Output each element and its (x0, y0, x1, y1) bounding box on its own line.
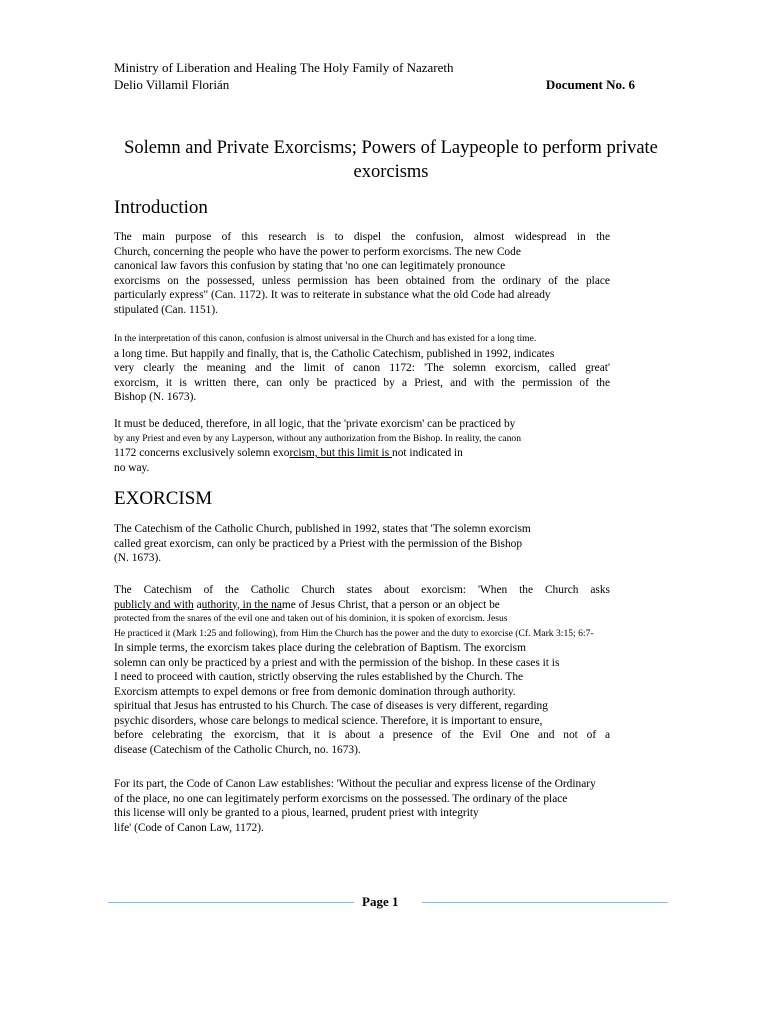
text-line: spiritual that Jesus has entrusted to his Church. The case of diseases is very different, regarding (114, 700, 548, 712)
text-line: called great exorcism, can only be practiced by a Priest with the permission of the Bishop (114, 537, 523, 550)
text-line: protected from the snares of the evil one and taken out of his dominion, it is spoken of exorcism. Jesus (114, 613, 508, 624)
text-line (114, 598, 610, 613)
text-line: solemn can only be practiced by a priest and with the permission of the bishop. In these cases it is (114, 656, 560, 669)
text-line: exorcism, it is written there, can only be practiced by a Priest, and with the permission of the (114, 376, 610, 389)
text-line: this license will only be granted to a pious, learned, prudent priest with integrity (114, 807, 479, 819)
text-line: The Catechism of the Catholic Church states about exorcism: 'When the Church asks (114, 584, 610, 596)
text-segment: 1172 concerns exclusively solemn exo (114, 447, 290, 459)
text-line (114, 446, 610, 461)
document-number: Document No. 6 (545, 77, 635, 92)
exorcism-paragraph-1 (114, 522, 610, 566)
intro-paragraph-2 (114, 332, 610, 405)
document-title: Solemn and Private Exorcisms; Powers of Laypeople to perform private exorcisms (124, 138, 658, 182)
text-line: Church, concerning the people who have the power to perform exorcisms. The new Code (114, 245, 521, 258)
text-line: The Catechism of the Catholic Church, published in 1992, states that 'The solemn exorcism (114, 523, 531, 535)
underlined-text: uthority, in the na (201, 598, 282, 611)
text-line: a long time. But happily and finally, that is, the Catholic Catechism, published in 1992, indicates (114, 347, 555, 360)
intro-paragraph-3 (114, 417, 610, 475)
text-line: no way. (114, 461, 150, 474)
footer-rule-left (108, 902, 354, 903)
text-line: particularly express" (Can. 1172). It was to reiterate in substance what the old Code had already (114, 289, 551, 301)
text-line: Bishop (N. 1673). (114, 391, 197, 403)
footer-rule-right (422, 902, 668, 903)
intro-paragraph-1 (114, 230, 610, 317)
heading-exorcism: EXORCISM (114, 488, 213, 509)
text-segment: a (193, 598, 202, 611)
text-line: disease (Catechism of the Catholic Church, no. 1673). (114, 743, 361, 756)
text-line: stipulated (Can. 1151). (114, 303, 218, 316)
underlined-text: publicly and with (114, 598, 194, 611)
text-line: canonical law favors this confusion by stating that 'no one can legitimately pronounce (114, 260, 506, 272)
text-line: of the place, no one can legitimately perform exorcisms on the possessed. The ordinary of the place (114, 792, 568, 805)
exorcism-paragraph-3 (114, 777, 621, 835)
exorcism-paragraph-2 (114, 583, 610, 757)
text-line: before celebrating the exorcism, that it is about a presence of the Evil One and not of a (114, 729, 610, 741)
text-line: I need to proceed with caution, strictly observing the rules established by the Church. The (114, 671, 524, 683)
text-line: Exorcism attempts to expel demons or free from demonic domination through authority. (114, 685, 516, 698)
text-line: The main purpose of this research is to dispel the confusion, almost widespread in the (114, 231, 610, 243)
text-line: exorcisms on the possessed, unless permission has been obtained from the ordinary of the place (114, 274, 610, 287)
text-line: by any Priest and even by any Layperson, without any authorization from the Bishop. In reality, the canon (114, 432, 522, 444)
header-author: Delio Villamil Florián (114, 77, 230, 92)
header-organization: Ministry of Liberation and Healing The Holy Family of Nazareth (114, 60, 454, 75)
text-line: For its part, the Code of Canon Law establishes: 'Without the peculiar and express license of the Ordinary (114, 778, 596, 790)
text-line: It must be deduced, therefore, in all logic, that the 'private exorcism' can be practiced by (114, 418, 516, 430)
text-line: He practiced it (Mark 1:25 and following), from Him the Church has the power and the duty to exorcise (Cf. Mark 3:15; 6:7- (114, 627, 594, 639)
heading-introduction: Introduction (114, 197, 208, 218)
text-segment: me of Jesus Christ, that a person or an object be (281, 598, 500, 611)
page-number: Page 1 (362, 894, 399, 909)
text-line: In the interpretation of this canon, confusion is almost universal in the Church and has existed for a long time. (114, 333, 537, 344)
text-line: very clearly the meaning and the limit of canon 1172: 'The solemn exorcism, called great' (114, 362, 610, 374)
text-line: life' (Code of Canon Law, 1172). (114, 821, 264, 834)
text-line: In simple terms, the exorcism takes place during the celebration of Baptism. The exorcism (114, 642, 526, 654)
text-line: psychic disorders, whose care belongs to medical science. Therefore, it is important to ensure, (114, 714, 543, 727)
underlined-text: rcism, but this limit is (289, 447, 392, 459)
text-line: (N. 1673). (114, 552, 162, 564)
text-segment: not indicated in (392, 447, 463, 459)
